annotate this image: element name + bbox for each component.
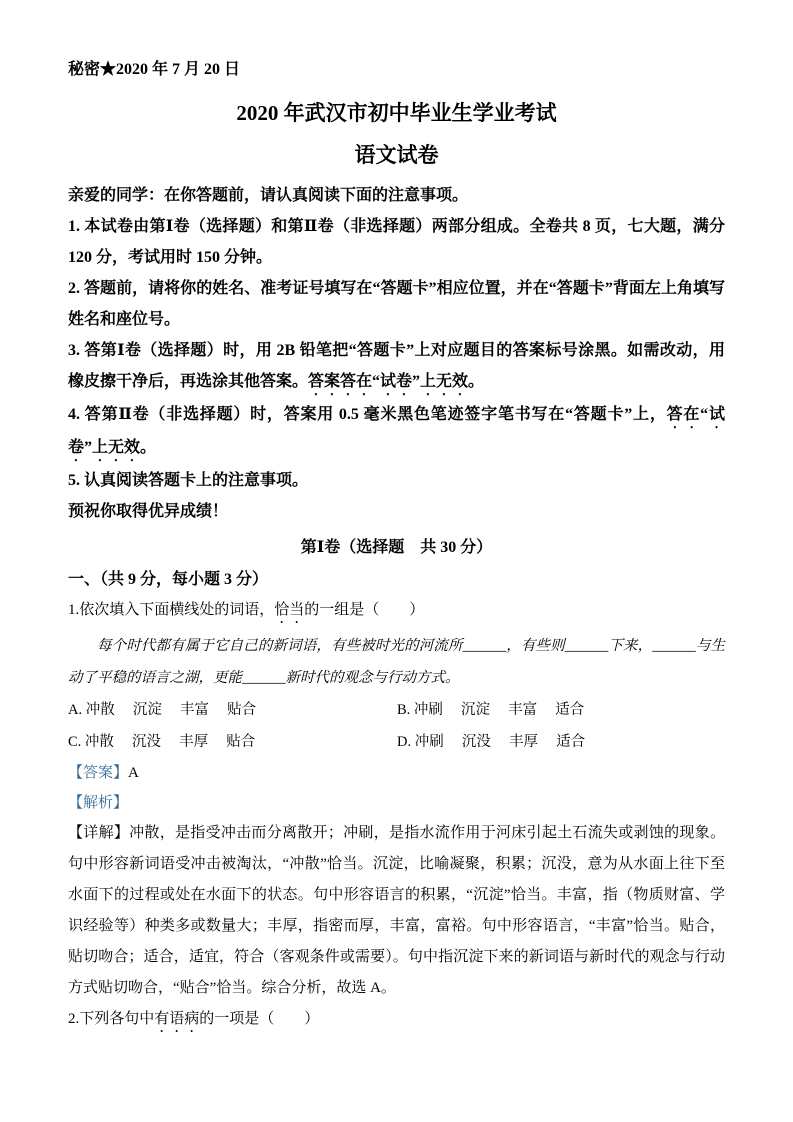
answer-label: 【答案】	[68, 765, 129, 781]
notice-item-3-text: 3. 答第Ⅰ卷（选择题）时，用 2B 铅笔把“答题卡”上对应题目的答案标号涂黑。如需改动，用橡皮擦干净后，再选涂其他答案。	[68, 342, 725, 390]
option-b: B. 冲刷 沉淀 丰富 适合	[397, 702, 585, 718]
notice-item-4-text: 4. 答第Ⅱ卷（非选择题）时，答案用 0.5 毫米黑色笔迹签字笔书写在“答题卡”上，	[68, 406, 667, 423]
question-1-stem	[68, 595, 725, 627]
notice-wish: 预祝你取得优异成绩！	[68, 503, 229, 520]
option-d: D. 冲刷 沉没 丰厚 适合	[397, 734, 586, 750]
notice-item-4-emphasized-text: 答在“试卷”上无效。	[68, 406, 725, 456]
question-2-stem-emphasized-text: 有语病	[154, 1011, 200, 1027]
answer-line	[68, 758, 725, 788]
notice-item-3	[68, 335, 725, 399]
notice-item-3-emphasized-text: 答案答在“试卷”上无效。	[308, 373, 485, 390]
classification-marking: 秘密★2020 年 7 月 20 日	[68, 61, 241, 78]
exam-subtitle: 语文试卷	[354, 143, 439, 167]
detail-label: 【详解】	[68, 825, 130, 841]
question-1-stem-pre: 1.依次填入下面横线处的词语，	[68, 602, 275, 618]
question-2-stem	[68, 1004, 725, 1036]
notice-item-1: 1. 本试卷由第Ⅰ卷（选择题）和第Ⅱ卷（非选择题）两部分组成。全卷共 8 页，七大题，满分 120 分，考试用时 150 分钟。	[68, 218, 725, 266]
notice-item-5: 5. 认真阅读答题卡上的注意事项。	[68, 472, 309, 489]
option-a: A. 冲散 沉淀 丰富 贴合	[68, 702, 257, 718]
analysis-label: 【解析】	[68, 795, 129, 811]
notice-item-4	[68, 399, 725, 465]
part-1-heading: 一、（共 9 分，每小题 3 分）	[68, 571, 269, 588]
question-2-stem-pre: 2.下列各句中	[68, 1011, 155, 1027]
option-c: C. 冲散 沉没 丰厚 贴合	[68, 734, 256, 750]
question-1-passage: 每个时代都有属于它自己的新词语，有些被时光的河流所______，有些则______下来，______与生动了平稳的语言之湖，更能______新时代的观念与行动方式。	[68, 638, 725, 686]
notice-item-2: 2. 答题前，请将你的姓名、准考证号填写在“答题卡”相应位置，并在“答题卡”背面左上角填写姓名和座位号。	[68, 280, 725, 328]
analysis-line	[68, 788, 725, 818]
question-1-stem-post: 的一组是（ ）	[304, 602, 425, 618]
exam-title: 2020 年武汉市初中毕业生学业考试	[236, 101, 557, 125]
question-1-stem-emphasized-text: 恰当	[274, 602, 305, 618]
notice-section	[68, 180, 725, 527]
question-2-stem-post: 的一项是（ ）	[199, 1011, 320, 1027]
detail-text: 冲散，是指受冲击而分离散开；冲刷，是指水流作用于河床引起土石流失或剥蚀的现象。句中形容新词语受冲击被淘汰，“冲散”恰当。沉淀，比喻凝聚，积累；沉没，意为从水面上往下至水面下的过程或处在水面下的状态。句中形容语言的积累，“沉淀”恰当。丰富，指（物质财富、学识经验等）种类多或数量大；丰厚，指密而厚，丰富，富裕。句中形容语言，“丰富”恰当。贴合，贴切吻合；适合，适宜，符合（客观条件或需要）。句中指沉淀下来的新词语与新时代的观念与行动方式贴切吻合，“贴合”恰当。综合分析，故选 A。	[68, 825, 725, 996]
answer-value: A	[128, 765, 139, 781]
detail-paragraph	[68, 818, 725, 1004]
question-1-options	[68, 694, 725, 758]
notice-intro: 亲爱的同学：在你答题前，请认真阅读下面的注意事项。	[68, 187, 469, 204]
section-1-heading: 第Ⅰ卷（选择题 共 30 分）	[300, 539, 493, 556]
